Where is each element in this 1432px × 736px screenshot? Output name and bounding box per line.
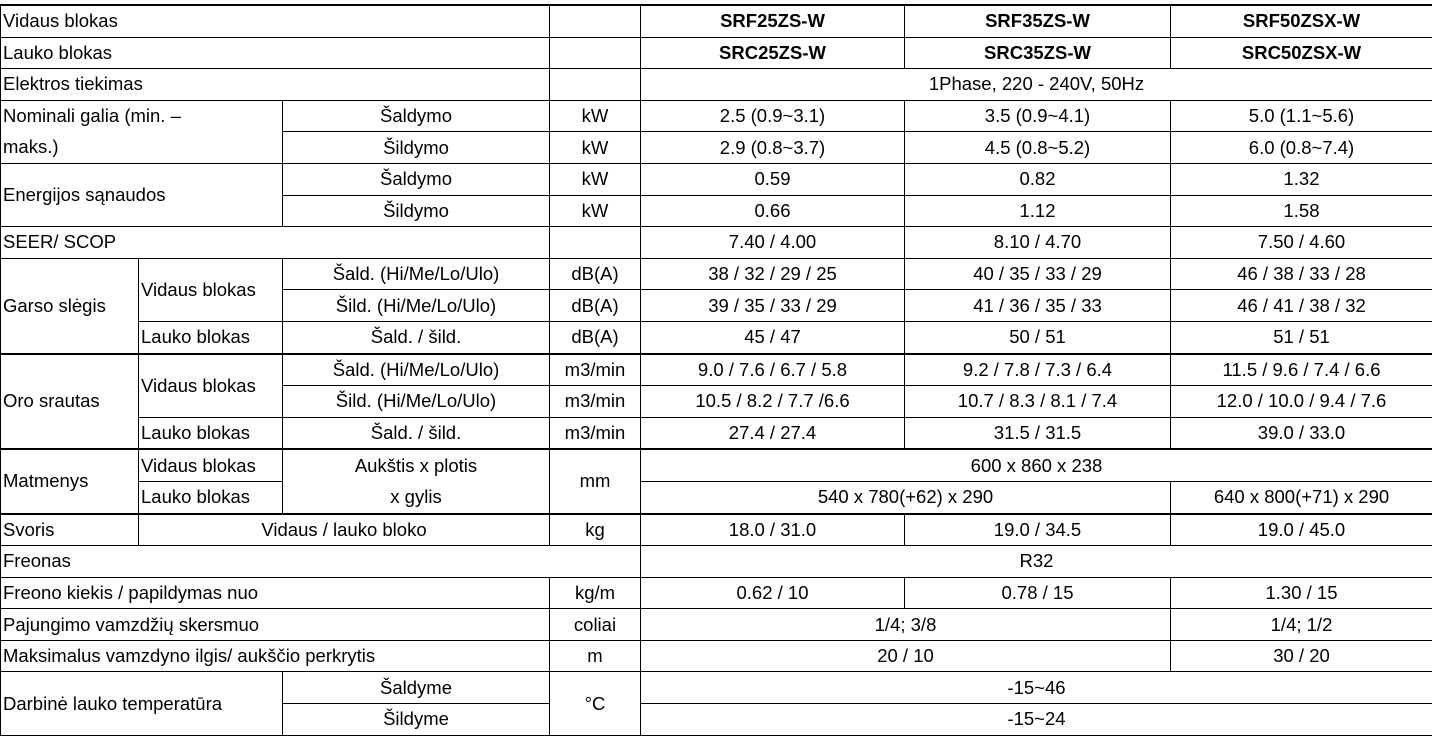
- sound-label: Garso slėgis: [1, 258, 139, 353]
- power-supply-label: Elektros tiekimas: [1, 69, 550, 101]
- table-row: [1, 417, 1432, 449]
- pipe-diameter-unit: coliai: [550, 609, 641, 641]
- operating-temp-mode: Šildyme: [283, 704, 550, 736]
- sound-value: 39 / 35 / 33 / 29: [641, 290, 905, 322]
- consumption-mode: Šaldymo: [283, 163, 550, 195]
- consumption-value: 1.58: [1171, 195, 1432, 227]
- seer-value: 7.40 / 4.00: [641, 227, 905, 259]
- dimensions-outdoor-label: Lauko blokas: [139, 481, 283, 513]
- table-row: [1, 609, 1432, 641]
- power-supply-value: 1Phase, 220 - 240V, 50Hz: [641, 69, 1432, 101]
- airflow-value: 39.0 / 33.0: [1171, 417, 1432, 449]
- refrigerant-amount-unit: kg/m: [550, 577, 641, 609]
- seer-value: 8.10 / 4.70: [905, 227, 1171, 259]
- refrigerant-amount-value: 0.78 / 15: [905, 577, 1171, 609]
- airflow-unit: m3/min: [550, 417, 641, 449]
- consumption-value: 0.66: [641, 195, 905, 227]
- airflow-mode: Šald. / šild.: [283, 417, 550, 449]
- sound-value: 46 / 41 / 38 / 32: [1171, 290, 1432, 322]
- dimensions-indoor-value: 600 x 860 x 238: [641, 449, 1432, 481]
- dimensions-unit: mm: [550, 449, 641, 513]
- consumption-value: 0.59: [641, 163, 905, 195]
- table-row: [1, 37, 1432, 69]
- refrigerant-label: Freonas: [1, 546, 641, 578]
- pipe-length-value: 30 / 20: [1171, 640, 1432, 672]
- indoor-model-2: SRF35ZS-W: [905, 5, 1171, 37]
- table-row: [1, 100, 1432, 132]
- table-row: [1, 69, 1432, 101]
- weight-label: Svoris: [1, 514, 139, 546]
- airflow-unit: m3/min: [550, 386, 641, 418]
- airflow-label: Oro srautas: [1, 354, 139, 450]
- sound-indoor-label: Vidaus blokas: [139, 258, 283, 321]
- capacity-value: 2.5 (0.9~3.1): [641, 100, 905, 132]
- weight-unit: kg: [550, 514, 641, 546]
- weight-value: 18.0 / 31.0: [641, 514, 905, 546]
- empty-cell: [550, 227, 641, 259]
- refrigerant-amount-label: Freono kiekis / papildymas nuo: [1, 577, 550, 609]
- capacity-mode: Šaldymo: [283, 100, 550, 132]
- table-row: [1, 321, 1432, 353]
- sound-value: 40 / 35 / 33 / 29: [905, 258, 1171, 290]
- weight-value: 19.0 / 34.5: [905, 514, 1171, 546]
- refrigerant-amount-value: 1.30 / 15: [1171, 577, 1432, 609]
- sound-unit: dB(A): [550, 290, 641, 322]
- airflow-mode: Šald. (Hi/Me/Lo/Ulo): [283, 354, 550, 386]
- empty-cell: [550, 37, 641, 69]
- seer-label: SEER/ SCOP: [1, 227, 550, 259]
- consumption-value: 0.82: [905, 163, 1171, 195]
- table-row: [1, 354, 1432, 386]
- dimensions-outdoor-value: 540 x 780(+62) x 290: [641, 481, 1171, 513]
- capacity-label-line2: maks.): [1, 132, 283, 164]
- operating-temp-unit: °C: [550, 672, 641, 735]
- dimensions-label: Matmenys: [1, 449, 139, 513]
- weight-desc: Vidaus / lauko bloko: [139, 514, 550, 546]
- capacity-unit: kW: [550, 100, 641, 132]
- airflow-mode: Šild. (Hi/Me/Lo/Ulo): [283, 386, 550, 418]
- pipe-diameter-value: 1/4; 1/2: [1171, 609, 1432, 641]
- airflow-value: 11.5 / 9.6 / 7.4 / 6.6: [1171, 354, 1432, 386]
- airflow-value: 27.4 / 27.4: [641, 417, 905, 449]
- capacity-value: 2.9 (0.8~3.7): [641, 132, 905, 164]
- airflow-indoor-label: Vidaus blokas: [139, 354, 283, 418]
- airflow-unit: m3/min: [550, 354, 641, 386]
- table-row: [1, 132, 1432, 164]
- table-row: [1, 546, 1432, 578]
- table-row: [1, 640, 1432, 672]
- sound-value: 51 / 51: [1171, 321, 1432, 353]
- capacity-value: 5.0 (1.1~5.6): [1171, 100, 1432, 132]
- airflow-outdoor-label: Lauko blokas: [139, 417, 283, 449]
- consumption-unit: kW: [550, 163, 641, 195]
- table-row: [1, 258, 1432, 290]
- dimensions-desc-line2: x gylis: [283, 481, 550, 513]
- pipe-diameter-value: 1/4; 3/8: [641, 609, 1171, 641]
- sound-value: 46 / 38 / 33 / 28: [1171, 258, 1432, 290]
- sound-value: 41 / 36 / 35 / 33: [905, 290, 1171, 322]
- dimensions-outdoor-value: 640 x 800(+71) x 290: [1171, 481, 1432, 513]
- table-row: [1, 449, 1432, 481]
- consumption-value: 1.32: [1171, 163, 1432, 195]
- indoor-unit-label: Vidaus blokas: [1, 5, 550, 37]
- capacity-value: 6.0 (0.8~7.4): [1171, 132, 1432, 164]
- sound-value: 38 / 32 / 29 / 25: [641, 258, 905, 290]
- pipe-diameter-label: Pajungimo vamzdžių skersmuo: [1, 609, 550, 641]
- sound-outdoor-label: Lauko blokas: [139, 321, 283, 353]
- sound-mode: Šald. (Hi/Me/Lo/Ulo): [283, 258, 550, 290]
- sound-unit: dB(A): [550, 321, 641, 353]
- table-row: [1, 481, 1432, 513]
- sound-mode: Šald. / šild.: [283, 321, 550, 353]
- empty-cell: [550, 5, 641, 37]
- seer-value: 7.50 / 4.60: [1171, 227, 1432, 259]
- sound-unit: dB(A): [550, 258, 641, 290]
- empty-cell: [550, 69, 641, 101]
- pipe-length-unit: m: [550, 640, 641, 672]
- outdoor-model-1: SRC25ZS-W: [641, 37, 905, 69]
- dimensions-desc-line1: Aukštis x plotis: [283, 449, 550, 481]
- operating-temp-value: -15~46: [641, 672, 1432, 704]
- airflow-value: 9.0 / 7.6 / 6.7 / 5.8: [641, 354, 905, 386]
- spec-table: [0, 4, 1432, 736]
- airflow-value: 10.7 / 8.3 / 8.1 / 7.4: [905, 386, 1171, 418]
- operating-temp-label: Darbinė lauko temperatūra: [1, 672, 283, 735]
- sound-value: 45 / 47: [641, 321, 905, 353]
- refrigerant-value: R32: [641, 546, 1432, 578]
- table-row: [1, 5, 1432, 37]
- capacity-value: 4.5 (0.8~5.2): [905, 132, 1171, 164]
- airflow-value: 31.5 / 31.5: [905, 417, 1171, 449]
- pipe-length-label: Maksimalus vamzdyno ilgis/ aukščio perkrytis: [1, 640, 550, 672]
- capacity-label-line1: Nominali galia (min. –: [1, 100, 283, 132]
- table-row: [1, 672, 1432, 704]
- dimensions-indoor-label: Vidaus blokas: [139, 449, 283, 481]
- operating-temp-mode: Šaldyme: [283, 672, 550, 704]
- consumption-value: 1.12: [905, 195, 1171, 227]
- operating-temp-value: -15~24: [641, 704, 1432, 736]
- weight-value: 19.0 / 45.0: [1171, 514, 1432, 546]
- consumption-mode: Šildymo: [283, 195, 550, 227]
- airflow-value: 12.0 / 10.0 / 9.4 / 7.6: [1171, 386, 1432, 418]
- airflow-value: 10.5 / 8.2 / 7.7 /6.6: [641, 386, 905, 418]
- sound-mode: Šild. (Hi/Me/Lo/Ulo): [283, 290, 550, 322]
- refrigerant-amount-value: 0.62 / 10: [641, 577, 905, 609]
- capacity-value: 3.5 (0.9~4.1): [905, 100, 1171, 132]
- sound-value: 50 / 51: [905, 321, 1171, 353]
- pipe-length-value: 20 / 10: [641, 640, 1171, 672]
- indoor-model-1: SRF25ZS-W: [641, 5, 905, 37]
- outdoor-model-3: SRC50ZSX-W: [1171, 37, 1432, 69]
- consumption-unit: kW: [550, 195, 641, 227]
- table-row: [1, 577, 1432, 609]
- outdoor-unit-label: Lauko blokas: [1, 37, 550, 69]
- capacity-mode: Šildymo: [283, 132, 550, 164]
- indoor-model-3: SRF50ZSX-W: [1171, 5, 1432, 37]
- table-row: [1, 514, 1432, 546]
- table-row: [1, 227, 1432, 259]
- table-row: [1, 163, 1432, 195]
- capacity-unit: kW: [550, 132, 641, 164]
- consumption-label: Energijos sąnaudos: [1, 163, 283, 226]
- airflow-value: 9.2 / 7.8 / 7.3 / 6.4: [905, 354, 1171, 386]
- outdoor-model-2: SRC35ZS-W: [905, 37, 1171, 69]
